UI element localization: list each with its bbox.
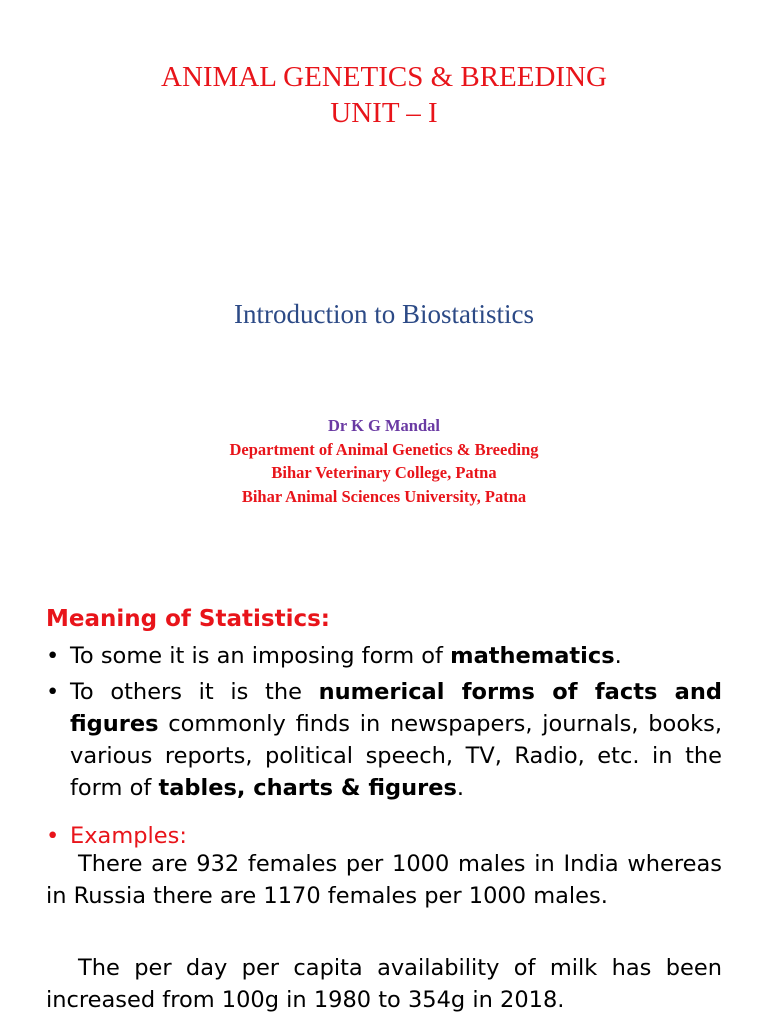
- section-heading: Meaning of Statistics:: [46, 606, 330, 632]
- bullet-dot-icon: •: [46, 679, 60, 705]
- author-college: Bihar Veterinary College, Patna: [271, 463, 497, 482]
- author-block: [0, 414, 768, 508]
- slide-title-line-1: ANIMAL GENETICS & BREEDING: [161, 61, 607, 93]
- example-paragraph-milk: The per day per capita availability of milk has been increased from 100g in 1980 to 354g in 2018.: [46, 955, 722, 1013]
- author-university: Bihar Animal Sciences University, Patna: [241, 486, 527, 506]
- slide-title-line-2: UNIT – I: [330, 97, 438, 129]
- content-slide: [0, 576, 768, 1024]
- example-paragraph-sex-ratio: There are 932 females per 1000 males in India whereas in Russia there are 1170 females per 1000 males.: [46, 851, 722, 909]
- bullet-mathematics: [46, 640, 722, 672]
- bullet-text: Examples:: [70, 823, 187, 849]
- bullet-numerical-forms: [46, 676, 722, 804]
- author-department: Department of Animal Genetics & Breeding: [229, 439, 539, 459]
- bullet-text: To some it is an imposing form of mathematics.: [70, 643, 622, 669]
- bullet-dot-icon: •: [46, 823, 60, 849]
- slide-subtitle: Introduction to Biostatistics: [234, 299, 534, 329]
- bullet-text: To others it is the numerical forms of facts and figures commonly finds in newspapers, journals, books, various reports, political speech, TV, Radio, etc. in the form of tables, charts & figures.: [70, 679, 722, 801]
- bullet-dot-icon: •: [46, 643, 60, 669]
- author-name: Dr K G Mandal: [328, 416, 440, 435]
